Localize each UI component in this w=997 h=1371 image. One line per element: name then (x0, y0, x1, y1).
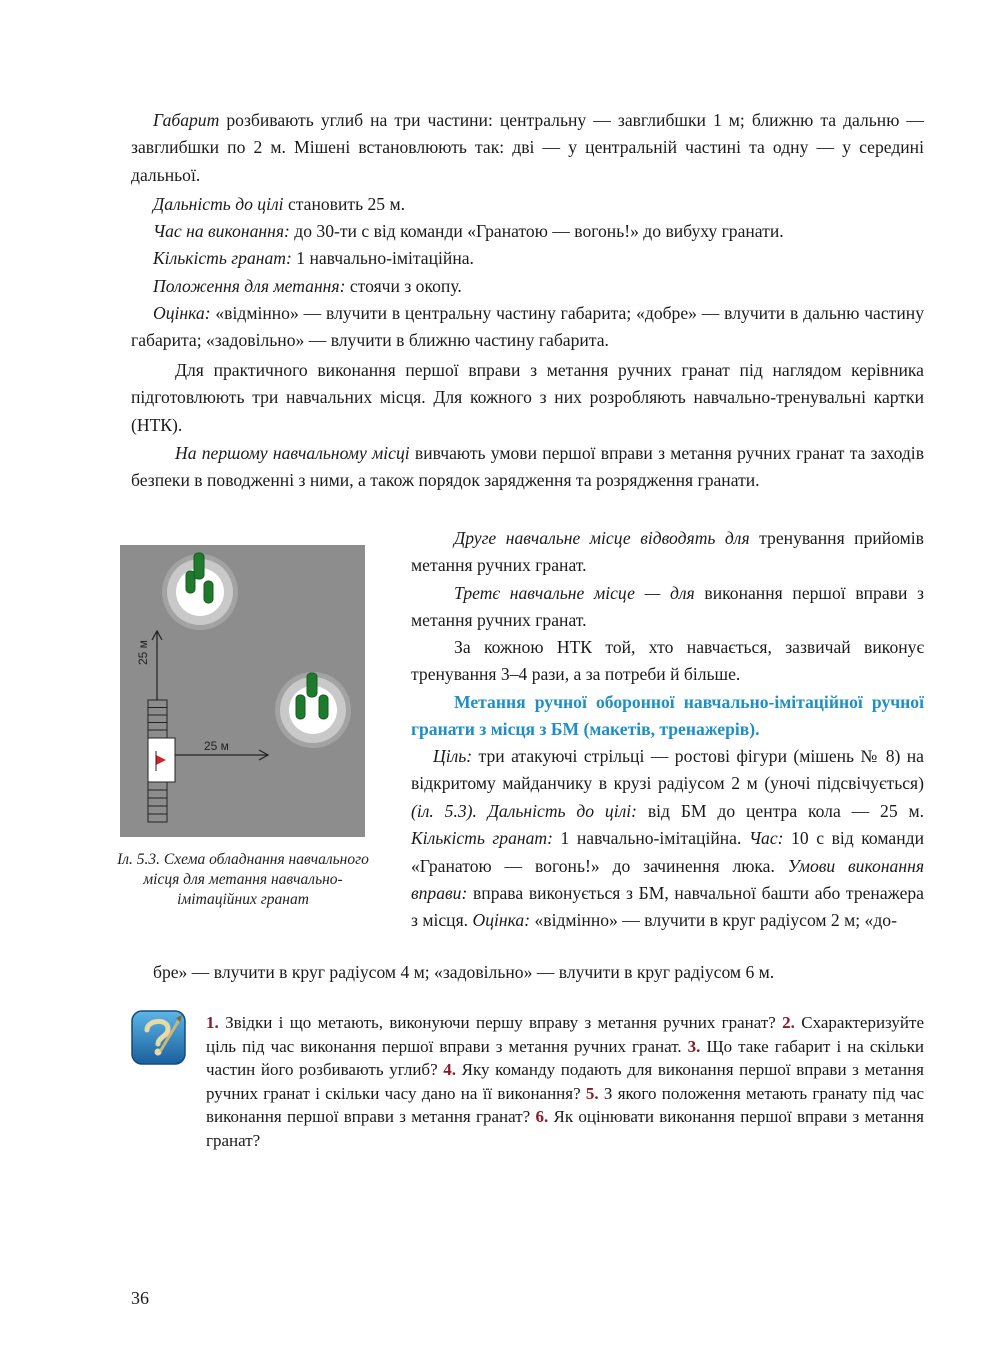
label-horizontal-distance: 25 м (204, 739, 229, 753)
target-top (162, 553, 238, 630)
paragraph-distance: Дальність до цілі становить 25 м. (153, 194, 406, 214)
firing-position (148, 738, 175, 782)
paragraph-assessment: Оцінка: «відмінно» — влучити в центральну частину габарита; «добре» — влучити в дальню частину габарита; «задовільно» — влучити в ближню частину габарита. (131, 303, 924, 351)
target-right (275, 672, 351, 748)
section-heading: Метання ручної оборонної навчально-імітаційної ручної гранати з місця з БМ (макетів, тренажерів). (411, 692, 924, 740)
paragraph-second-place: Друге навчальне місце відводять для тренування прийомів метання ручних гранат. (411, 528, 924, 576)
paragraph-gabaryt: Габарит розбивають углиб на три частини: центральну — завглибшки 1 м; ближню та дальню — завглибшки по 2 м. Мішені встановлюють так: дві — у центральній частині та одну — у середині дальньої. (131, 110, 924, 185)
paragraph-ntk: За кожною НТК той, хто навчається, зазвичай виконує тренування 3–4 рази, а за потреби й більше. (411, 637, 924, 685)
ladder-bottom (148, 782, 167, 822)
paragraph-practical: Для практичного виконання першої вправи з метання ручних гранат під наглядом керівника підготовлюють три навчальних місця. Для кожного з них розробляють навчально-тренувальні картки (НТК). (131, 360, 924, 435)
diagram-svg (120, 545, 365, 837)
paragraph-first-place: На першому навчальному місці вивчають умови першої вправи з метання ручних гранат та заходів безпеки в поводженні з ними, а також порядок зарядження та розрядження гранати. (131, 443, 925, 491)
paragraph-grenades: Кількість гранат: 1 навчально-імітаційна. (153, 248, 474, 268)
question-mark-icon (131, 1010, 186, 1065)
label-vertical-distance: 25 м (136, 640, 150, 665)
paragraph-third-place: Третє навчальне місце — для виконання першої вправи з метання ручних гранат. (411, 583, 925, 631)
ladder-top (148, 700, 167, 738)
paragraph-time: Час на виконання: до 30-ти с від команди «Гранатою — вогонь!» до вибуху гранати. (153, 221, 784, 241)
figure-caption: Іл. 5.3. Схема обладнання навчального місця для метання навчально-імітаційних гранат (117, 851, 369, 908)
questions-list: 1. Звідки і що метають, виконуючи першу вправу з метання ручних гранат? 2. Схарактеризуйте ціль під час виконання першої вправи з метання ручних гранат. 3. Що таке габарит і на скільки частин його розбивають углиб? 4. Яку команду подають для виконання першої вправи з метання ручних гранат і скільки часу дано на її виконання? 5. З якого положення метають гранату під час виконання першої вправи з метання гранат? 6. Як оцінювати виконання першої вправи з метання гранат? (206, 1013, 925, 1150)
page-number: 36 (131, 1288, 149, 1308)
vertical-distance-arrow (152, 631, 162, 700)
questions-icon (131, 1010, 186, 1065)
figure-training-place-diagram (120, 545, 365, 837)
paragraph-position: Положення для метання: стоячи з окопу. (153, 276, 462, 296)
paragraph-target: Ціль: три атакуючі стрільці — ростові фігури (мішень № 8) на відкритому майданчику в крузі радіусом 2 м (уночі підсвічується) (іл. 5.3). Дальність до цілі: від БМ до центра кола — 25 м. Кількість гранат: 1 навчально-імітаційна. Час: 10 с від команди «Гранатою — вогонь!» до зачинення люка. Умови виконання вправи: вправа виконується з БМ, навчальної башти або тренажера з місця. Оцінка: «відмінно» — влучити в круг радіусом 2 м; «до- (411, 746, 924, 931)
paragraph-target-end: бре» — влучити в круг радіусом 4 м; «задовільно» — влучити в круг радіусом 6 м. (153, 962, 775, 982)
